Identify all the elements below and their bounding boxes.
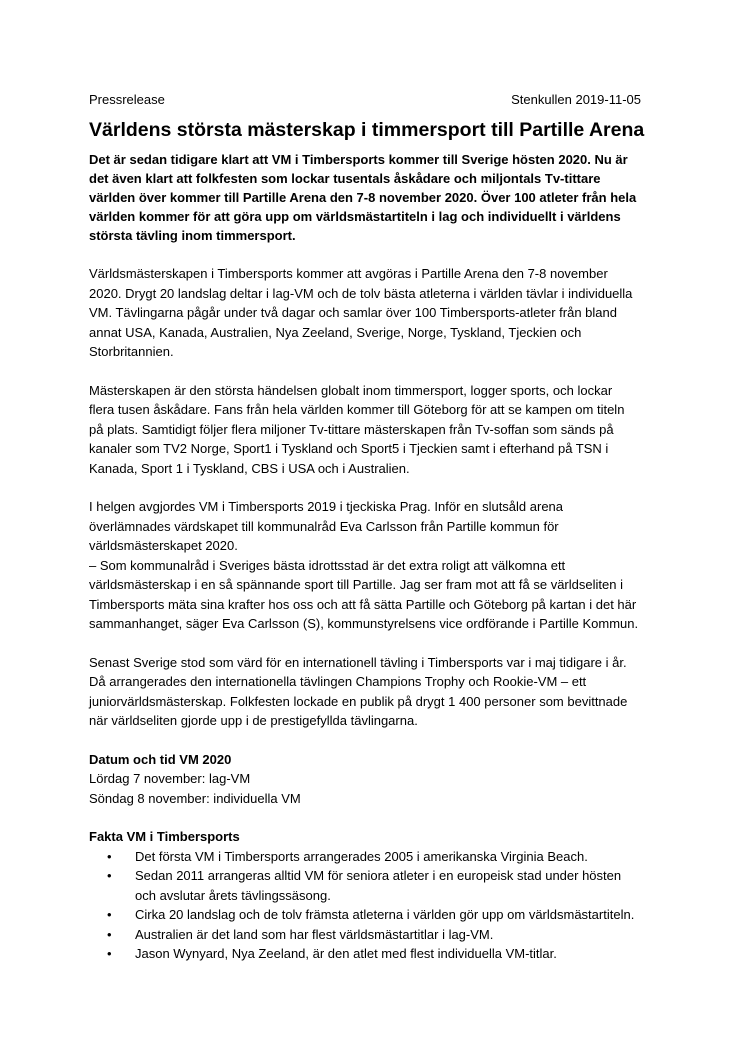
- document-page: [89, 91, 645, 964]
- body-paragraph-3: I helgen avgjordes VM i Timbersports 2019 i tjeckiska Prag. Inför en slutsåld arena överlämnades värdskapet till kommunalråd Eva Carlsson från Partille kommun för världsmästerskapet 2020.: [89, 499, 564, 553]
- header-row: [89, 91, 641, 109]
- list-item: [107, 847, 641, 867]
- lead-paragraph: Det är sedan tidigare klart att VM i Timbersports kommer till Sverige hösten 2020. Nu är det även klart att folkfesten som lockar tusentals åskådare och miljontals Tv-tittare världen över kommer till Partille Arena den 7-8 november 2020. Över 100 atleter från hela världen kommer för att göra upp om världsmästartiteln i lag och individuellt i världens största tävling inom timmersport.: [89, 152, 637, 243]
- list-item-text: Jason Wynyard, Nya Zeeland, är den atlet med flest individuella VM-titlar.: [135, 946, 557, 961]
- bullet-icon: •: [107, 848, 112, 864]
- bullet-icon: •: [107, 868, 112, 883]
- list-item: [107, 925, 641, 945]
- place-date: Stenkullen 2019-11-05: [511, 92, 641, 107]
- body-paragraph-4: Senast Sverige stod som värd för en internationell tävling i Timbersports var i maj tidigare i år. Då arrangerades den internationella tävlingen Champions Trophy och Rookie-VM – ett juniorvärldsmästerskap. Folkfesten lockade en publik på drygt 1 400 personer som bevittnade när världseliten gjorde upp i de prestigefyllda tävlingarna.: [89, 654, 628, 728]
- list-item-text: Sedan 2011 arrangeras alltid VM för seniora atleter i en europeisk stad under hösten och avslutar årets tävlingssäsong.: [135, 868, 622, 903]
- body-paragraph-1: Världsmästerskapen i Timbersports kommer att avgöras i Partille Arena den 7-8 november 2020. Drygt 20 landslag deltar i lag-VM och de tolv bästa atleterna i världen tävlar i individuella VM. Tävlingarna pågår under två dagar och samlar över 100 Timbersports-atleter från bland annat USA, Kanada, Australien, Nya Zeeland, Sverige, Norge, Tyskland, Tjeckien och Storbritannien.: [89, 266, 633, 359]
- list-item-text: Cirka 20 landslag och de tolv främsta atleterna i världen gör upp om världsmästartiteln.: [135, 907, 635, 922]
- document-type-label: Pressrelease: [89, 92, 165, 107]
- page-title: Världens största mästerskap i timmersport till Partille Arena: [89, 119, 645, 141]
- list-item: [107, 905, 641, 925]
- schedule-heading: Datum och tid VM 2020: [89, 751, 232, 767]
- list-item: [107, 944, 641, 964]
- schedule-line: Lördag 7 november: lag-VM: [89, 771, 251, 786]
- bullet-icon: •: [107, 946, 112, 961]
- quote-paragraph: – Som kommunalråd i Sveriges bästa idrottsstad är det extra roligt att välkomna ett världsmästerskap i en så spännande sport till Partille. Jag ser fram mot att få se världseliten i Timbersports mäta sina krafter hos oss och att få sätta Partille och Göteborg på kartan i det här sammanhanget, säger Eva Carlsson (S), kommunstyrelsens vice ordförande i Partille Kommun.: [89, 557, 639, 631]
- list-item-text: Australien är det land som har flest världsmästartitlar i lag-VM.: [135, 926, 494, 942]
- list-item: [107, 866, 641, 905]
- list-item-text: Det första VM i Timbersports arrangerades 2005 i amerikanska Virginia Beach.: [135, 848, 588, 864]
- facts-list: [89, 847, 641, 964]
- bullet-icon: •: [107, 907, 112, 922]
- schedule-line: Söndag 8 november: individuella VM: [89, 790, 301, 806]
- bullet-icon: •: [107, 926, 112, 942]
- facts-heading: Fakta VM i Timbersports: [89, 829, 240, 844]
- body-paragraph-2: Mästerskapen är den största händelsen globalt inom timmersport, logger sports, och lockar flera tusen åskådare. Fans från hela världen kommer till Göteborg för att se kampen om titeln på plats. Samtidigt följer flera miljoner Tv-tittare mästerskapen från Tv-soffan som sänds på kanaler som TV2 Norge, Sport1 i Tyskland och Sport5 i Tjeckien samt i efterhand på TSN i Kanada, Sport 1 i Tyskland, CBS i USA och i Australien.: [89, 382, 625, 476]
